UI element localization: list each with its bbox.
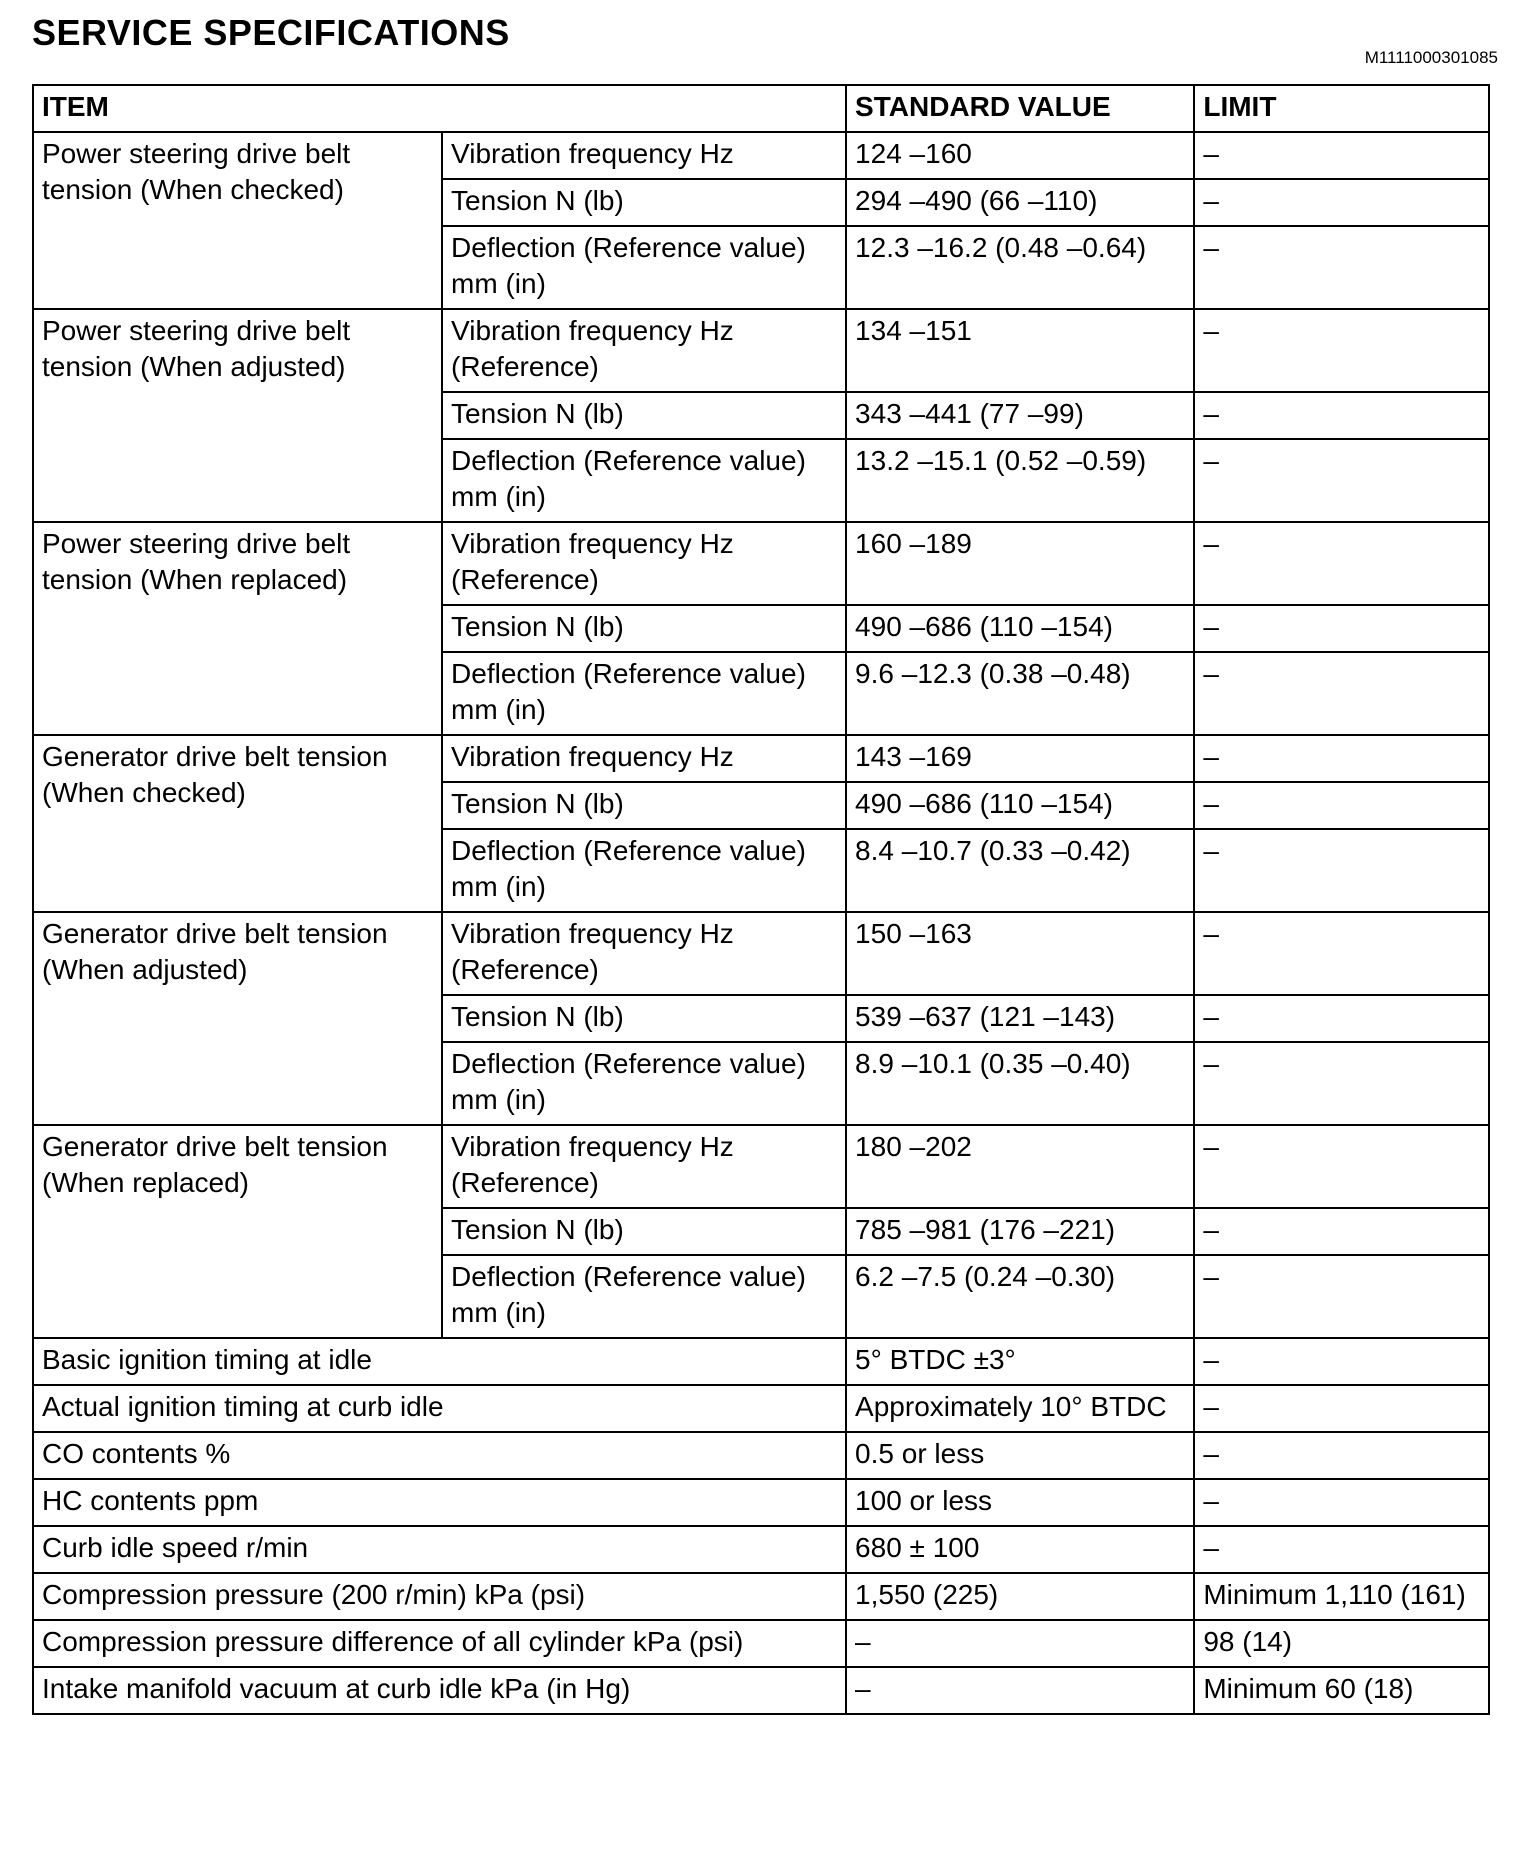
- limit-cell: –: [1194, 995, 1489, 1042]
- standard-value-cell: 8.9 –10.1 (0.35 –0.40): [846, 1042, 1194, 1125]
- parameter-cell: Tension N (lb): [442, 605, 846, 652]
- limit-cell: –: [1194, 1255, 1489, 1338]
- parameter-cell: Vibration frequency Hz: [442, 132, 846, 179]
- table-row: [33, 1432, 1489, 1479]
- specifications-table: [32, 84, 1490, 1715]
- limit-cell: –: [1194, 309, 1489, 392]
- parameter-cell: Vibration frequency Hz (Reference): [442, 1125, 846, 1208]
- limit-cell: –: [1194, 1125, 1489, 1208]
- item-cell: Generator drive belt tension (When checked): [33, 735, 442, 912]
- standard-value-cell: 0.5 or less: [846, 1432, 1194, 1479]
- limit-cell: –: [1194, 179, 1489, 226]
- parameter-cell: Deflection (Reference value) mm (in): [442, 829, 846, 912]
- table-row: [33, 132, 1489, 179]
- document-id: M1111000301085: [1364, 48, 1498, 67]
- limit-cell: –: [1194, 829, 1489, 912]
- parameter-cell: Deflection (Reference value) mm (in): [442, 439, 846, 522]
- parameter-cell: Tension N (lb): [442, 1208, 846, 1255]
- parameter-cell: Tension N (lb): [442, 995, 846, 1042]
- standard-value-cell: 160 –189: [846, 522, 1194, 605]
- limit-cell: –: [1194, 1208, 1489, 1255]
- table-row: [33, 735, 1489, 782]
- item-cell: Actual ignition timing at curb idle: [33, 1385, 846, 1432]
- page-title: SERVICE SPECIFICATIONS: [32, 12, 510, 53]
- table-row: [33, 912, 1489, 995]
- standard-value-cell: 343 –441 (77 –99): [846, 392, 1194, 439]
- table-row: [33, 1338, 1489, 1385]
- item-cell: CO contents %: [33, 1432, 846, 1479]
- standard-value-cell: 9.6 –12.3 (0.38 –0.48): [846, 652, 1194, 735]
- item-cell: Generator drive belt tension (When replaced): [33, 1125, 442, 1338]
- item-cell: Basic ignition timing at idle: [33, 1338, 846, 1385]
- item-cell: Power steering drive belt tension (When checked): [33, 132, 442, 309]
- limit-cell: Minimum 1,110 (161): [1194, 1573, 1489, 1620]
- parameter-cell: Vibration frequency Hz: [442, 735, 846, 782]
- standard-value-cell: 6.2 –7.5 (0.24 –0.30): [846, 1255, 1194, 1338]
- header-item: ITEM: [33, 85, 846, 132]
- limit-cell: Minimum 60 (18): [1194, 1667, 1489, 1714]
- standard-value-cell: –: [846, 1667, 1194, 1714]
- table-row: [33, 1479, 1489, 1526]
- limit-cell: –: [1194, 735, 1489, 782]
- limit-cell: –: [1194, 652, 1489, 735]
- item-cell: Intake manifold vacuum at curb idle kPa (in Hg): [33, 1667, 846, 1714]
- item-cell: Compression pressure difference of all cylinder kPa (psi): [33, 1620, 846, 1667]
- standard-value-cell: 180 –202: [846, 1125, 1194, 1208]
- parameter-cell: Vibration frequency Hz (Reference): [442, 522, 846, 605]
- standard-value-cell: 539 –637 (121 –143): [846, 995, 1194, 1042]
- standard-value-cell: 1,550 (225): [846, 1573, 1194, 1620]
- standard-value-cell: –: [846, 1620, 1194, 1667]
- parameter-cell: Deflection (Reference value) mm (in): [442, 226, 846, 309]
- item-cell: Power steering drive belt tension (When adjusted): [33, 309, 442, 522]
- standard-value-cell: 294 –490 (66 –110): [846, 179, 1194, 226]
- limit-cell: –: [1194, 1042, 1489, 1125]
- standard-value-cell: 8.4 –10.7 (0.33 –0.42): [846, 829, 1194, 912]
- standard-value-cell: 150 –163: [846, 912, 1194, 995]
- parameter-cell: Tension N (lb): [442, 179, 846, 226]
- standard-value-cell: 100 or less: [846, 1479, 1194, 1526]
- limit-cell: –: [1194, 1526, 1489, 1573]
- limit-cell: –: [1194, 522, 1489, 605]
- item-cell: Power steering drive belt tension (When replaced): [33, 522, 442, 735]
- parameter-cell: Tension N (lb): [442, 782, 846, 829]
- standard-value-cell: 5° BTDC ±3°: [846, 1338, 1194, 1385]
- standard-value-cell: 13.2 –15.1 (0.52 –0.59): [846, 439, 1194, 522]
- standard-value-cell: 490 –686 (110 –154): [846, 605, 1194, 652]
- table-row: [33, 1620, 1489, 1667]
- standard-value-cell: 785 –981 (176 –221): [846, 1208, 1194, 1255]
- standard-value-cell: 12.3 –16.2 (0.48 –0.64): [846, 226, 1194, 309]
- limit-cell: –: [1194, 1338, 1489, 1385]
- standard-value-cell: 680 ± 100: [846, 1526, 1194, 1573]
- limit-cell: –: [1194, 1432, 1489, 1479]
- limit-cell: –: [1194, 782, 1489, 829]
- table-row: [33, 1526, 1489, 1573]
- parameter-cell: Deflection (Reference value) mm (in): [442, 1042, 846, 1125]
- limit-cell: –: [1194, 605, 1489, 652]
- standard-value-cell: 134 –151: [846, 309, 1194, 392]
- standard-value-cell: Approximately 10° BTDC: [846, 1385, 1194, 1432]
- header-row: [33, 85, 1489, 132]
- item-cell: HC contents ppm: [33, 1479, 846, 1526]
- table-row: [33, 1667, 1489, 1714]
- standard-value-cell: 490 –686 (110 –154): [846, 782, 1194, 829]
- standard-value-cell: 124 –160: [846, 132, 1194, 179]
- limit-cell: –: [1194, 439, 1489, 522]
- parameter-cell: Vibration frequency Hz (Reference): [442, 912, 846, 995]
- table-row: [33, 1573, 1489, 1620]
- table-row: [33, 522, 1489, 605]
- parameter-cell: Vibration frequency Hz (Reference): [442, 309, 846, 392]
- item-cell: Compression pressure (200 r/min) kPa (psi): [33, 1573, 846, 1620]
- table-row: [33, 309, 1489, 392]
- limit-cell: –: [1194, 132, 1489, 179]
- limit-cell: –: [1194, 226, 1489, 309]
- table-row: [33, 1125, 1489, 1208]
- header-standard-value: STANDARD VALUE: [846, 85, 1194, 132]
- header-limit: LIMIT: [1194, 85, 1489, 132]
- item-cell: Generator drive belt tension (When adjusted): [33, 912, 442, 1125]
- standard-value-cell: 143 –169: [846, 735, 1194, 782]
- limit-cell: 98 (14): [1194, 1620, 1489, 1667]
- limit-cell: –: [1194, 912, 1489, 995]
- table-row: [33, 1385, 1489, 1432]
- parameter-cell: Deflection (Reference value) mm (in): [442, 1255, 846, 1338]
- limit-cell: –: [1194, 392, 1489, 439]
- limit-cell: –: [1194, 1385, 1489, 1432]
- parameter-cell: Tension N (lb): [442, 392, 846, 439]
- limit-cell: –: [1194, 1479, 1489, 1526]
- item-cell: Curb idle speed r/min: [33, 1526, 846, 1573]
- parameter-cell: Deflection (Reference value) mm (in): [442, 652, 846, 735]
